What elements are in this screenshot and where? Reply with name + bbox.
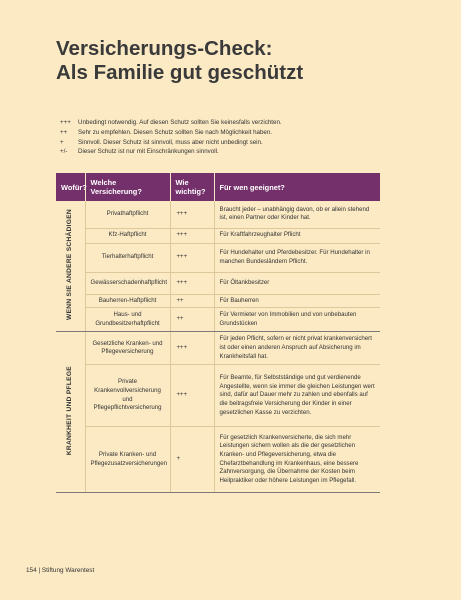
legend-text: Sinnvoll. Dieser Schutz ist sinnvoll, muss aber nicht unbedingt sein. — [78, 138, 263, 146]
insurance-name: Gewässerschadenhaftpflicht — [85, 272, 170, 294]
legend-text: Unbedingt notwendig. Auf diesen Schutz sollten Sie keinesfalls verzichten. — [78, 119, 282, 126]
page-number: 154 — [26, 567, 37, 574]
table-row — [56, 332, 380, 365]
header-fuer-wen: Für wen geeignet? — [214, 173, 380, 201]
insurance-name: Kfz-Haftpflicht — [85, 228, 170, 243]
target-group: Für Vermieter von Immobilien und von unbebauten Grundstücken — [214, 308, 380, 332]
table-row — [56, 365, 380, 427]
page-title — [56, 37, 303, 85]
importance-legend — [60, 118, 400, 157]
table-row — [56, 272, 380, 294]
insurance-table — [56, 173, 380, 493]
group-label-cell — [56, 201, 85, 332]
insurance-name: Private Krankenvollversicherung und Pflegepflichtversicherung — [85, 365, 170, 427]
table-row — [56, 228, 380, 243]
importance-rating: + — [170, 427, 214, 493]
target-group: Für Kraftfahrzeughalter Pflicht — [214, 228, 380, 243]
group-label-schaedigen: WENN SIE ANDERE SCHÄDIGEN — [65, 208, 73, 320]
target-group: Braucht jeder – unabhängig davon, ob er allein stehend ist, einen Partner oder Kinder hat. — [214, 201, 380, 228]
legend-item — [60, 138, 400, 148]
title-line-1: Versicherungs-Check: — [56, 37, 273, 60]
table-row — [56, 308, 380, 332]
title-line-2: Als Familie gut geschützt — [56, 61, 304, 84]
insurance-name: Gesetzliche Kranken- und Pflegeversicherung — [85, 332, 170, 365]
legend-symbol: + — [60, 138, 64, 146]
importance-rating: +++ — [170, 201, 214, 228]
legend-item — [60, 118, 400, 128]
insurance-name: Haus- und Grundbesitzerhaftpflicht — [85, 308, 170, 332]
group-label-cell — [56, 332, 85, 493]
header-wie-wichtig: Wie wichtig? — [170, 173, 214, 201]
target-group: Für Öltankbesitzer — [214, 272, 380, 294]
importance-rating: +++ — [170, 228, 214, 243]
insurance-name: Private Kranken- und Pflegezusatzversicherungen — [85, 427, 170, 493]
importance-rating: ++ — [170, 308, 214, 332]
insurance-name: Privathaftpflicht — [85, 201, 170, 228]
header-welche-versicherung: Welche Versicherung? — [85, 173, 170, 201]
target-group: Für Hundehalter und Pferdebesitzer. Für Hundehalter in manchen Bundesländern Pflicht. — [214, 243, 380, 272]
table-row — [56, 243, 380, 272]
legend-symbol: ++ — [60, 128, 68, 136]
insurance-name: Tierhalterhaftpflicht — [85, 243, 170, 272]
table-row — [56, 427, 380, 493]
importance-rating: ++ — [170, 294, 214, 308]
legend-item — [60, 128, 400, 138]
legend-symbol: +++ — [60, 119, 71, 126]
group-label-krankheit: KRANKHEIT UND PFLEGE — [65, 365, 73, 455]
footer-separator: | — [38, 567, 41, 574]
importance-rating: +++ — [170, 365, 214, 427]
importance-rating: +++ — [170, 272, 214, 294]
importance-rating: +++ — [170, 332, 214, 365]
legend-text: Dieser Schutz ist nur mit Einschränkungen sinnvoll. — [78, 148, 219, 156]
importance-rating: +++ — [170, 243, 214, 272]
target-group: Für Beamte, für Selbstständige und gut verdienende Angestellte, wenn sie immer die gleichen Leistungen wert sind, dafür auf Dauer mehr zu zahlen und ebenfalls auf die beitragsfreie Versicherung der Kinder in einer gesetzlichen Kasse zu verzichten. — [214, 365, 380, 427]
target-group: Für gesetzlich Krankenversicherte, die sich mehr Leistungen sichern wollen als die der gesetzlichen Kranken- und Pflegeversicherung, etwa die Chefarztbehandlung im Krankenhaus, eine bessere Zahnversorgung, die Übernahme der Kosten beim Heilpraktiker oder höhere Leistungen im Pflegefall. — [214, 427, 380, 493]
header-wofuer: Wofür? — [56, 173, 85, 201]
legend-text: Sehr zu empfehlen. Diesen Schutz sollten Sie nach Möglichkeit haben. — [78, 128, 272, 136]
table-header-row — [56, 173, 380, 201]
insurance-name: Bauherren-Haftpflicht — [85, 294, 170, 308]
legend-item — [60, 147, 400, 157]
table-row — [56, 294, 380, 308]
page-footer — [26, 567, 94, 574]
target-group: Für jeden Pflicht, sofern er nicht privat krankenversichert ist oder einen anderen Anspruch auf Absicherung im Krankheitsfall hat. — [214, 332, 380, 365]
target-group: Für Bauherren — [214, 294, 380, 308]
table-row — [56, 201, 380, 228]
legend-symbol: +/- — [60, 148, 68, 156]
publisher-name: Stiftung Warentest — [41, 567, 95, 574]
